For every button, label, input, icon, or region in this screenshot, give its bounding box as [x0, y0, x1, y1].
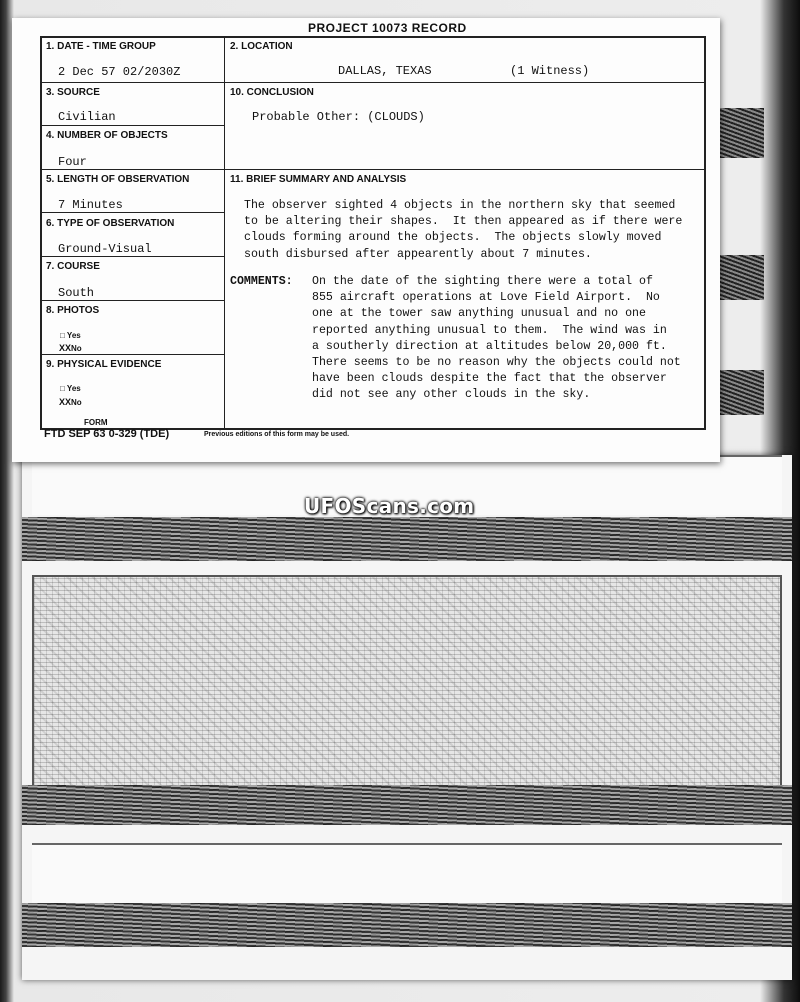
edge-shadow [720, 255, 764, 300]
photos-no-label: No [71, 344, 82, 353]
location-note: (1 Witness) [510, 64, 590, 78]
row-divider [42, 82, 224, 83]
form-grid [40, 36, 706, 430]
form-title: PROJECT 10073 RECORD [308, 21, 467, 35]
physical-no-option [59, 397, 82, 407]
course-value: South [58, 286, 95, 300]
conclusion-label: 10. CONCLUSION [230, 87, 314, 98]
row-divider [42, 212, 224, 213]
location-value: DALLAS, TEXAS [338, 64, 432, 78]
comments-text: On the date of the sighting there were a total of 855 aircraft operations at Love Field Airport. No one at the tower saw anything unusual and no one reported anything unusual to them. The wind was in a southerly direction at altitudes below 20,000 ft. There seems to be no reason why the objects could not have been clouds despite the fact that the observer did not see any other clouds in the sky. [312, 275, 681, 402]
photos-yes-option [60, 331, 81, 340]
physical-no-label: No [71, 398, 82, 407]
physical-yes-label: Yes [66, 384, 81, 393]
type-of-observation-label: 6. TYPE OF OBSERVATION [46, 218, 175, 229]
scan-noise-band [22, 903, 792, 947]
physical-yes-option [60, 384, 81, 393]
number-of-objects-value: Four [58, 155, 87, 169]
checkbox-icon: □ [60, 331, 65, 340]
length-of-observation-label: 5. LENGTH OF OBSERVATION [46, 174, 190, 185]
row-divider [42, 256, 224, 257]
course-label: 7. COURSE [46, 261, 100, 272]
project-record-form [12, 18, 720, 462]
row-divider [42, 354, 224, 355]
row-divider [42, 169, 224, 170]
footer-form-id: FTD SEP 63 0-329 (TDE) [44, 428, 170, 440]
blank-strip [32, 843, 782, 905]
footer-note: Previous editions of this form may be used. [204, 431, 350, 438]
edge-shadow [720, 370, 764, 415]
row-divider [42, 300, 224, 301]
summary-label: 11. BRIEF SUMMARY AND ANALYSIS [230, 174, 407, 185]
scan-noise-band [22, 517, 792, 561]
row-divider [42, 125, 224, 126]
date-time-value: 2 Dec 57 02/2030Z [58, 65, 181, 79]
length-of-observation-value: 7 Minutes [58, 198, 123, 212]
underlying-page [22, 455, 792, 980]
photos-no-option [59, 343, 82, 353]
checkbox-icon: □ [60, 384, 65, 393]
row-divider [224, 169, 706, 170]
date-time-label: 1. DATE - TIME GROUP [46, 41, 156, 52]
conclusion-value: Probable Other: (CLOUDS) [252, 110, 425, 124]
number-of-objects-label: 4. NUMBER OF OBJECTS [46, 130, 168, 141]
source-label: 3. SOURCE [46, 87, 100, 98]
scan-noise-band [22, 785, 792, 825]
row-divider [224, 82, 706, 83]
physical-evidence-label: 9. PHYSICAL EVIDENCE [46, 359, 162, 370]
source-value: Civilian [58, 110, 116, 124]
summary-text: The observer sighted 4 objects in the northern sky that seemed to be altering their shapes. It then appeared as if there were clouds forming around the objects. The objects slowly moved south disbursed after appearently about 7 minutes. [244, 199, 683, 261]
type-of-observation-value: Ground-Visual [58, 242, 152, 256]
comments-label: COMMENTS: [230, 275, 293, 288]
footer-form-word: FORM [84, 418, 108, 427]
edge-shadow [720, 108, 764, 158]
speckled-region [32, 575, 782, 789]
site-watermark: UFOScans.com [304, 494, 475, 518]
physical-no-mark: XX [59, 397, 72, 407]
photos-yes-label: Yes [66, 331, 81, 340]
photos-no-mark: XX [59, 343, 72, 353]
location-label: 2. LOCATION [230, 41, 293, 52]
photos-label: 8. PHOTOS [46, 305, 100, 316]
column-divider [224, 38, 225, 430]
